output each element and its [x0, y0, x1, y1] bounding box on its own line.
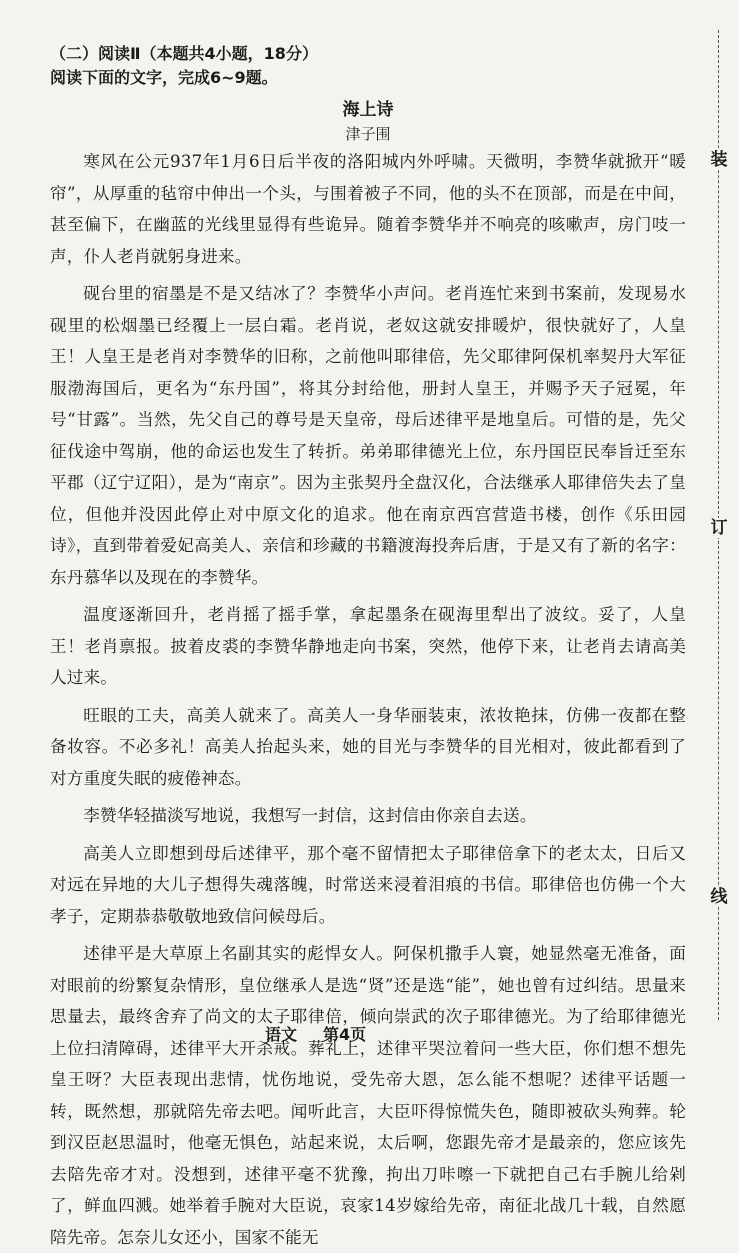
binding-mark-zhuang: 装 [710, 150, 728, 170]
article-title: 海上诗 [342, 100, 394, 120]
section-heading: （二）阅读Ⅱ（本题共4小题，18分） [50, 44, 318, 63]
page-content [50, 42, 686, 1253]
reading-instruction: 阅读下面的文字，完成6~9题。 [50, 68, 278, 87]
article-author: 津子围 [345, 125, 391, 143]
paragraph: 砚台里的宿墨是不是又结冰了？李赞华小声问。老肖连忙来到书案前，发现易水砚里的松烟墨已经覆上一层白霜。老肖说，老奴这就安排暖炉，很快就好了，人皇王！人皇王是老肖对李赞华的旧称，之前他叫耶律倍，先父耶律阿保机率契丹大军征服渤海国后，更名为“东丹国”，将其分封给他，册封人皇王，并赐予天子冠冕，年号“甘露”。当然，先父自己的尊号是天皇帝，母后述律平是地皇后。可惜的是，先父征伐途中驾崩，他的命运也发生了转折。弟弟耶律德光上位，东丹国臣民奉旨迁至东平郡（辽宁辽阳），是为“南京”。因为主张契丹全盘汉化，合法继承人耶律倍失去了皇位，但他并没因此停止对中原文化的追求。他在南京西宫营造书楼，创作《乐田园诗》，直到带着爱妃高美人、亲信和珍藏的书籍渡海投奔后唐，于是又有了新的名字：东丹慕华以及现在的李赞华。 [50, 284, 686, 587]
paragraph: 高美人立即想到母后述律平，那个毫不留情把太子耶律倍拿下的老太太，日后又对远在异地的大儿子想得失魂落魄，时常送来浸着泪痕的书信。耶律倍也仿佛一个大孝子，定期恭恭敬敬地致信问候母后。 [50, 843, 686, 926]
binding-mark-xian: 线 [710, 887, 728, 907]
paragraph: 李赞华轻描淡写地说，我想写一封信，这封信由你亲自去送。 [83, 806, 537, 825]
footer-subject: 语文 [265, 1025, 298, 1044]
binding-mark-ding: 订 [710, 518, 728, 538]
paragraph: 述律平是大草原上名副其实的彪悍女人。阿保机撒手人寰，她显然毫无准备，面对眼前的纷繁复杂情形，皇位继承人是选“贤”还是选“能”，她也曾有过纠结。思量来思量去，最终舍弃了尚文的太子耶律倍，倾向崇武的次子耶律德光。为了给耶律德光上位扫清障碍，述律平大开杀戒。葬礼上，述律平哭泣着问一些大臣，你们想不想先皇王呀？大臣表现出悲情，忧伤地说，受先帝大恩，怎么能不想呢？述律平话题一转，既然想，那就陪先帝去吧。闻听此言，大臣吓得惊慌失色，随即被砍头殉葬。轮到汉臣赵思温时，他毫无惧色，站起来说，太后啊，您跟先帝才是最亲的，您应该先去陪先帝才对。没想到，述律平毫不犹豫，拘出刀咔嚓一下就把自己右手腕儿给剁了，鲜血四溅。她举着手腕对大臣说，哀家14岁嫁给先帝，南征北战几十载，自然愿陪先帝。怎奈儿女还小，国家不能无 [50, 944, 686, 1247]
paragraph: 温度逐渐回升，老肖摇了摇手掌，拿起墨条在砚海里犁出了波纹。妥了，人皇王！老肖禀报。披着皮裘的李赞华静地走向书案，突然，他停下来，让老肖去请高美人过来。 [50, 605, 686, 687]
paragraph: 旺眼的工夫，高美人就来了。高美人一身华丽装束，浓妆艳抹，仿佛一夜都在整备妆容。不必多礼！高美人抬起头来，她的目光与李赞华的目光相对，彼此都看到了对方重度失眠的疲倦神态。 [50, 705, 686, 788]
page-footer [265, 1022, 392, 1045]
footer-page-number: 第4页 [323, 1025, 367, 1044]
paragraph: 寒风在公元937年1月6日后半夜的洛阳城内外呼啸。天微明，李赞华就掀开“暖帘”，从厚重的毡帘中伸出一个头，与围着被子不同，他的头不在顶部，而是在中间，甚至偏下，在幽蓝的光线里显得有些诡异。随着李赞华并不响亮的咳嗽声，房门吱一声，仆人老肖就躬身进来。 [50, 152, 686, 266]
